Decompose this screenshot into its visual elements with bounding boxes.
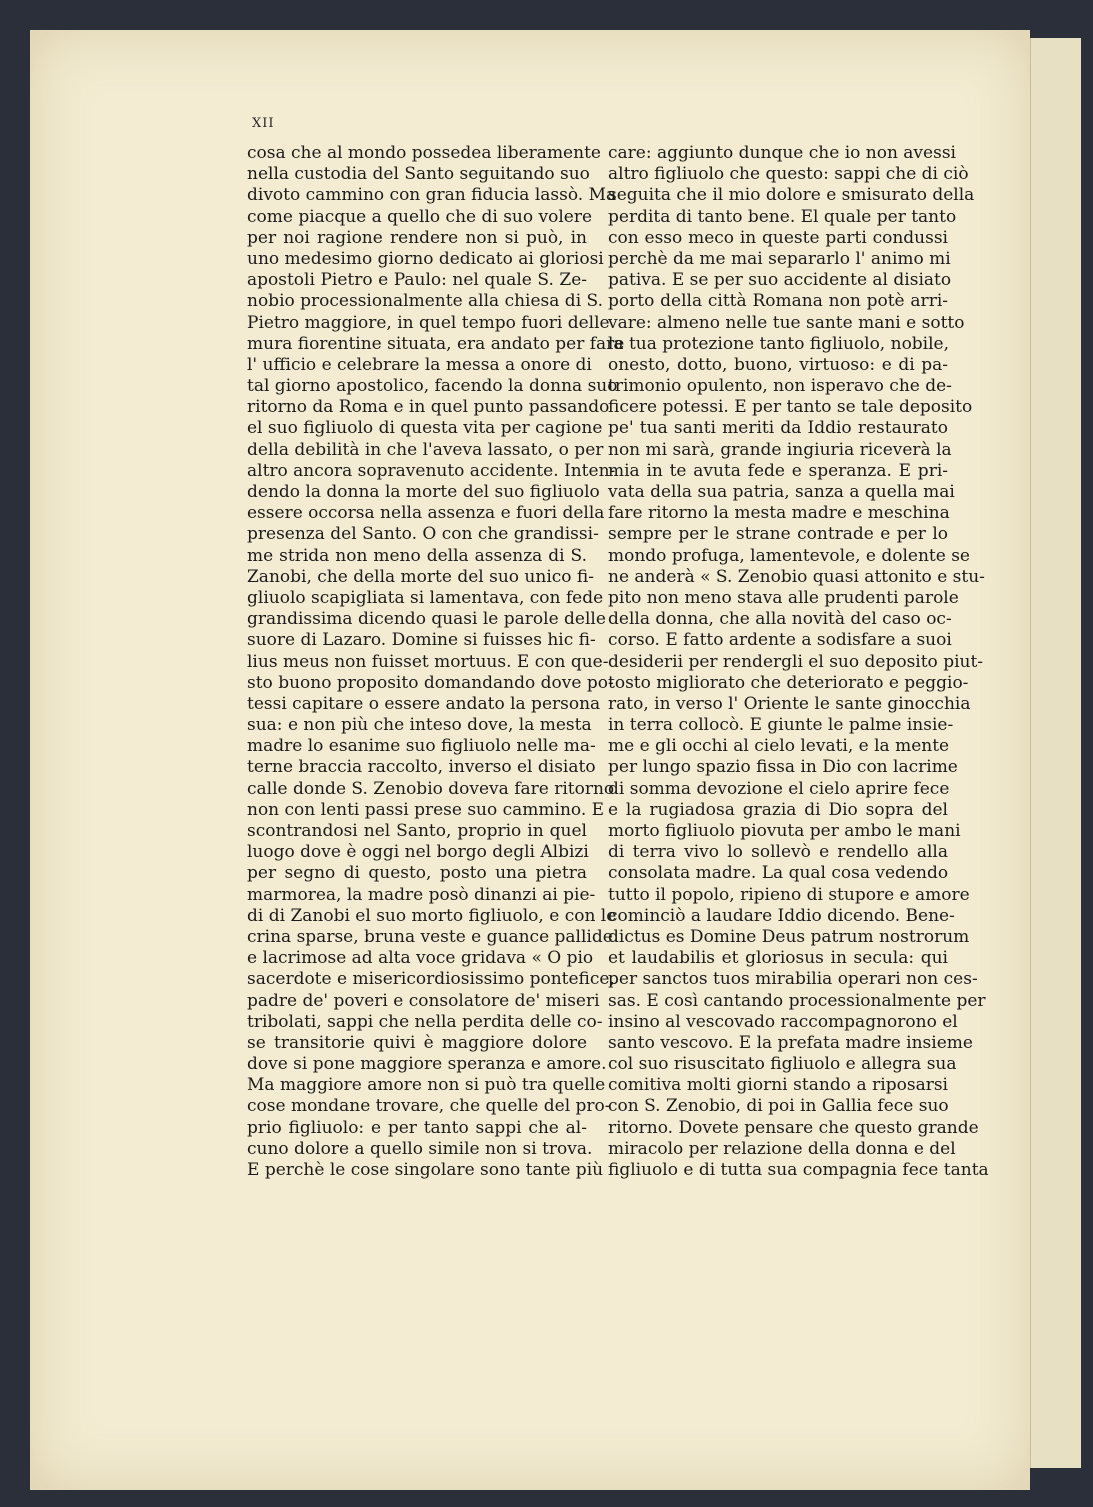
text-line: altro figliuolo che questo: sappi che di ciò: [608, 164, 969, 185]
text-line: tribolati, sappi che nella perdita delle co-: [247, 1011, 603, 1032]
text-line: care: aggiunto dunque che io non avessi: [608, 143, 956, 163]
text-line: miracolo per relazione della donna e del: [608, 1138, 956, 1159]
text-line: onesto, dotto, buono, virtuoso: e di pa-: [608, 354, 948, 375]
text-line: sto buono proposito domandando dove po-: [247, 672, 614, 693]
text-line: E perchè le cose singolare sono tante più: [247, 1160, 604, 1180]
text-line: cominciò a laudare Iddio dicendo. Bene-: [608, 905, 955, 926]
text-line: fare ritorno la mesta madre e meschina: [608, 503, 950, 524]
text-line: con esso meco in queste parti condussi: [608, 227, 948, 248]
text-line: cuno dolore a quello simile non si trova.: [247, 1138, 593, 1159]
text-line: come piacque a quello che di suo volere: [247, 206, 593, 227]
text-line: me e gli occhi al cielo levati, e la mente: [608, 736, 950, 757]
text-line: rato, in verso l' Oriente le sante ginocchia: [608, 693, 971, 714]
text-line: crina sparse, bruna veste e guance pallide: [247, 926, 613, 947]
text-line: mondo profuga, lamentevole, e dolente se: [608, 545, 970, 566]
text-line: suore di Lazaro. Domine si fuisses hic fi-: [247, 630, 596, 651]
text-line: nobio processionalmente alla chiesa di S.: [247, 291, 603, 312]
text-line: ritorno da Roma e in quel punto passando: [247, 397, 610, 418]
text-line: e lacrimose ad alta voce gridava « O pio: [247, 948, 594, 969]
text-line: tutto il popolo, ripieno di stupore e amore: [608, 884, 970, 905]
text-line: altro ancora sopravenuto accidente. Inten-: [247, 460, 616, 481]
text-line: morto figliuolo piovuta per ambo le mani: [608, 821, 961, 841]
text-line: calle donde S. Zenobio doveva fare ritorno: [247, 778, 615, 799]
text-line: tessi capitare o essere andato la persona: [247, 693, 601, 714]
text-line: ritorno. Dovete pensare che questo grande: [608, 1117, 979, 1138]
text-line: santo vescovo. E la prefata madre insieme: [608, 1032, 973, 1053]
text-line: cosa che al mondo possedea liberamente: [247, 143, 601, 163]
text-line: Ma maggiore amore non si può tra quelle: [247, 1075, 606, 1096]
text-line: e la rugiadosa grazia di Dio sopra del: [608, 799, 948, 820]
text-line: dictus es Domine Deus patrum nostrorum: [608, 926, 970, 947]
text-line: con S. Zenobio, di poi in Gallia fece suo: [608, 1096, 949, 1117]
text-line: ficere potessi. E per tanto se tale deposito: [608, 397, 973, 418]
text-line: dendo la donna la morte del suo figliuolo: [247, 482, 600, 502]
text-line: prio figliuolo: e per tanto sappi che al-: [247, 1117, 587, 1138]
text-line: cose mondane trovare, che quelle del pro-: [247, 1096, 611, 1117]
text-line: sacerdote e misericordiosissimo pontefice,: [247, 969, 615, 990]
text-line: vare: almeno nelle tue sante mani e sotto: [608, 312, 965, 333]
text-line: comitiva molti giorni stando a riposarsi: [608, 1075, 948, 1096]
text-line: el suo figliuolo di questa vita per cagione: [247, 418, 603, 439]
text-line: per sanctos tuos mirabilia operari non ces-: [608, 969, 978, 990]
text-line: et laudabilis et gloriosus in secula: qui: [608, 948, 948, 969]
text-line: grandissima dicendo quasi le parole delle: [247, 609, 606, 630]
text-line: non mi sarà, grande ingiuria riceverà la: [608, 439, 952, 460]
adjacent-page-edge: [1030, 38, 1081, 1468]
text-line: mia in te avuta fede e speranza. E pri-: [608, 460, 948, 481]
text-line: figliuolo e di tutta sua compagnia fece tanta: [608, 1160, 989, 1180]
text-line: desiderii per rendergli el suo deposito piut-: [608, 651, 984, 672]
text-line: pativa. E se per suo accidente al disiato: [608, 270, 952, 291]
text-line: di di Zanobi el suo morto figliuolo, e con le: [247, 905, 617, 926]
text-line: essere occorsa nella assenza e fuori della: [247, 503, 605, 524]
text-line: apostoli Pietro e Paulo: nel quale S. Ze-: [247, 270, 587, 291]
text-line: mura fiorentine situata, era andato per fare: [247, 333, 625, 354]
text-line: padre de' poveri e consolatore de' miseri: [247, 990, 600, 1011]
text-line: perdita di tanto bene. El quale per tanto: [608, 206, 957, 227]
text-line: terne braccia raccolto, inverso el disiato: [247, 757, 596, 778]
left-text-column: [247, 143, 625, 1181]
text-line: della donna, che alla novità del caso oc-: [608, 609, 952, 630]
text-line: porto della città Romana non potè arri-: [608, 291, 948, 312]
text-line: Pietro maggiore, in quel tempo fuori delle: [247, 312, 610, 333]
text-line: se transitorie quivi è maggiore dolore: [247, 1032, 587, 1053]
text-line: nella custodia del Santo seguitando suo: [247, 164, 590, 185]
text-line: marmorea, la madre posò dinanzi ai pie-: [247, 884, 596, 905]
text-line: per segno di questo, posto una pietra: [247, 863, 587, 884]
text-line: madre lo esanime suo figliuolo nelle ma-: [247, 736, 596, 757]
text-line: insino al vescovado raccompagnorono el: [608, 1011, 958, 1032]
text-line: tosto migliorato che deteriorato e peggio-: [608, 672, 969, 693]
text-line: in terra collocò. E giunte le palme insie-: [608, 715, 954, 736]
text-line: luogo dove è oggi nel borgo degli Albizi: [247, 842, 589, 863]
text-line: presenza del Santo. O con che grandissi-: [247, 524, 599, 545]
text-line: trimonio opulento, non isperavo che de-: [608, 376, 952, 397]
text-line: scontrandosi nel Santo, proprio in quel: [247, 821, 587, 841]
text-line: lius meus non fuisset mortuus. E con que-: [247, 651, 609, 672]
text-line: Zanobi, che della morte del suo unico fi-: [247, 566, 594, 587]
page-folio: XII: [252, 116, 275, 131]
text-line: di somma devozione el cielo aprire fece: [608, 778, 950, 799]
text-line: uno medesimo giorno dedicato ai gloriosi: [247, 248, 604, 269]
text-line: col suo risuscitato figliuolo e allegra sua: [608, 1054, 957, 1075]
text-line: me strida non meno della assenza di S.: [247, 545, 587, 566]
text-line: non con lenti passi prese suo cammino. E: [247, 799, 605, 820]
text-line: vata della sua patria, sanza a quella mai: [608, 482, 955, 502]
text-line: tal giorno apostolico, facendo la donna suo: [247, 376, 618, 397]
text-line: l' ufficio e celebrare la messa a onore di: [247, 354, 592, 375]
right-text-column: [608, 143, 989, 1181]
text-line: seguita che il mio dolore e smisurato della: [608, 185, 975, 206]
text-line: pe' tua santi meriti da Iddio restaurato: [608, 418, 948, 439]
text-line: ne anderà « S. Zenobio quasi attonito e stu-: [608, 566, 985, 587]
text-line: sempre per le strane contrade e per lo: [608, 524, 948, 545]
text-line: della debilità in che l'aveva lassato, o per: [247, 439, 604, 460]
text-line: consolata madre. La qual cosa vedendo: [608, 863, 949, 884]
text-line: di terra vivo lo sollevò e rendello alla: [608, 842, 948, 863]
text-line: dove si pone maggiore speranza e amore.: [247, 1054, 607, 1075]
text-line: sas. E così cantando processionalmente per: [608, 990, 986, 1011]
text-line: per lungo spazio fissa in Dio con lacrime: [608, 757, 958, 778]
text-line: perchè da me mai separarlo l' animo mi: [608, 248, 951, 269]
text-line: divoto cammino con gran fiducia lassò. Ma: [247, 185, 617, 206]
text-line: gliuolo scapigliata si lamentava, con fede: [247, 587, 604, 608]
text-line: corso. E fatto ardente a sodisfare a suoi: [608, 630, 952, 651]
text-line: la tua protezione tanto figliuolo, nobile,: [608, 333, 950, 354]
text-line: per noi ragione rendere non si può, in: [247, 227, 587, 248]
text-line: pito non meno stava alle prudenti parole: [608, 587, 959, 608]
text-line: sua: e non più che inteso dove, la mesta: [247, 715, 592, 736]
